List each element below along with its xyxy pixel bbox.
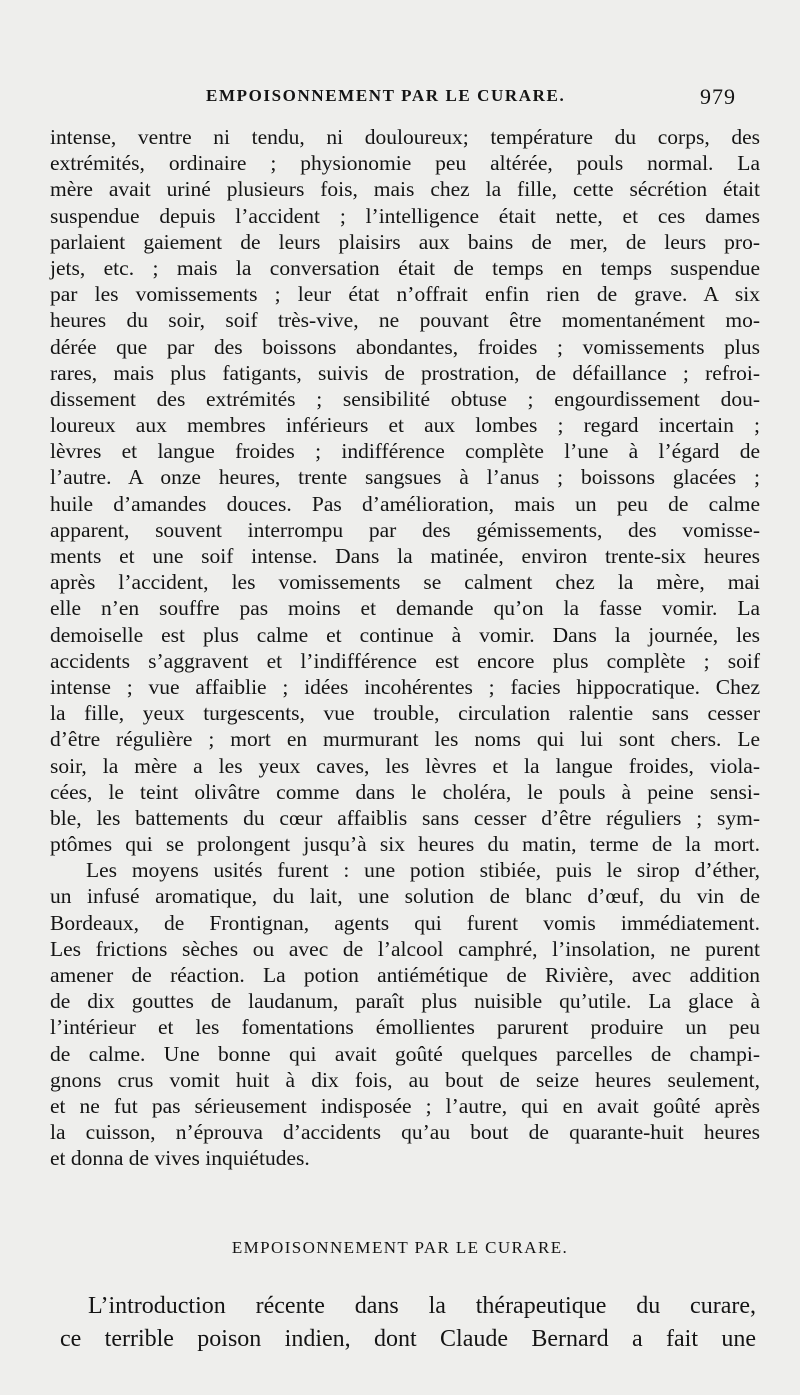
text-line: intense, ventre ni tendu, ni douloureux; température du corps, des (50, 125, 760, 149)
text-line: heures du soir, soif très-vive, ne pouvant être momentanément mo- (50, 308, 760, 333)
text-line: l’autre. A onze heures, trente sangsues à l’anus ; boissons glacées ; (50, 465, 760, 490)
text-line: la cuisson, n’éprouva d’accidents qu’au bout de quarante-huit heures (50, 1120, 760, 1145)
text-line: huile d’amandes douces. Pas d’amélioration, mais un peu de calme (50, 491, 760, 516)
text-line: dérée que par des boissons abondantes, froides ; vomissements plus (50, 334, 760, 359)
text-line: mère avait uriné plusieurs fois, mais chez la fille, cette sécrétion était (50, 177, 760, 202)
text-line: ptômes qui se prolongent jusqu’à six heures du matin, terme de la mort. (50, 832, 760, 857)
text-line: intense ; vue affaiblie ; idées incohérentes ; facies hippocratique. Chez (50, 674, 760, 699)
text-line: et ne fut pas sérieusement indisposée ; l’autre, qui en avait goûté après (50, 1093, 760, 1118)
text-line: Bordeaux, de Frontignan, agents qui furent vomis immédiatement. (50, 910, 760, 935)
text-line: dissement des extrémités ; sensibilité obtuse ; engourdissement dou- (50, 386, 760, 411)
text-line: extrémités, ordinaire ; physionomie peu altérée, pouls normal. La (50, 151, 760, 176)
section-paragraph (60, 1290, 756, 1356)
text-line: après l’accident, les vomissements se calment chez la mère, mai (50, 570, 760, 595)
text-line: apparent, souvent interrompu par des gémissements, des vomisse- (50, 517, 760, 542)
text-line: demoiselle est plus calme et continue à vomir. Dans la journée, les (50, 622, 760, 647)
text-line: parlaient gaiement de leurs plaisirs aux bains de mer, de leurs pro- (50, 229, 760, 254)
text-line: ments et une soif intense. Dans la matinée, environ trente-six heures (50, 544, 760, 568)
text-line: par les vomissements ; leur état n’offrait enfin rien de grave. A six (50, 282, 760, 307)
text-line: rares, mais plus fatigants, suivis de prostration, de défaillance ; refroi- (50, 360, 760, 385)
text-line: jets, etc. ; mais la conversation était de temps en temps suspendue (50, 255, 760, 280)
text-line: de dix gouttes de laudanum, paraît plus nuisible qu’utile. La glace à (50, 989, 760, 1014)
running-title: EMPOISONNEMENT PAR LE CURARE. (206, 86, 566, 105)
text-line: ble, les battements du cœur affaiblis sans cesser d’être réguliers ; sym- (50, 805, 760, 830)
paragraph-start-line: L’introduction récente dans la thérapeutique du curare, (88, 1293, 756, 1319)
text-line: Les frictions sèches ou avec de l’alcool camphré, l’insolation, ne purent (50, 936, 760, 961)
text-line: la fille, yeux turgescents, vue trouble, circulation ralentie sans cesser (50, 701, 760, 726)
page-number: 979 (700, 84, 736, 109)
text-line: amener de réaction. La potion antiémétique de Rivière, avec addition (50, 963, 760, 987)
text-line: elle n’en souffre pas moins et demande qu’on la fasse vomir. La (50, 596, 760, 621)
text-line: ce terrible poison indien, dont Claude Bernard a fait une (60, 1326, 756, 1352)
paragraph-start-line: Les moyens usités furent : une potion stibiée, puis le sirop d’éther, (86, 858, 760, 883)
text-line: de calme. Une bonne qui avait goûté quelques parcelles de champi- (50, 1041, 760, 1066)
text-line: accidents s’aggravent et l’indifférence est encore plus complète ; soif (50, 648, 760, 673)
text-line: et donna de vives inquiétudes. (50, 1146, 310, 1171)
text-line: l’intérieur et les fomentations émollientes parurent produire un peu (50, 1015, 760, 1040)
text-line: suspendue depuis l’accident ; l’intelligence était nette, et ces dames (50, 203, 760, 228)
section-heading: EMPOISONNEMENT PAR LE CURARE. (231, 1238, 569, 1257)
text-line: un infusé aromatique, du lait, une solution de blanc d’œuf, du vin de (50, 884, 760, 909)
running-header (0, 84, 800, 114)
text-line: cées, le teint olivâtre comme dans le choléra, le pouls à peine sensi- (50, 779, 760, 804)
text-line: soir, la mère a les yeux caves, les lèvres et la langue froides, viola- (50, 753, 760, 778)
text-line: d’être régulière ; mort en murmurant les noms qui lui sont chers. Le (50, 727, 760, 752)
text-line: gnons crus vomit huit à dix fois, au bout de seize heures seulement, (50, 1067, 760, 1092)
body-paragraphs (50, 124, 760, 1172)
text-line: lèvres et langue froides ; indifférence complète l’une à l’égard de (50, 439, 760, 464)
text-line: loureux aux membres inférieurs et aux lombes ; regard incertain ; (50, 413, 760, 438)
